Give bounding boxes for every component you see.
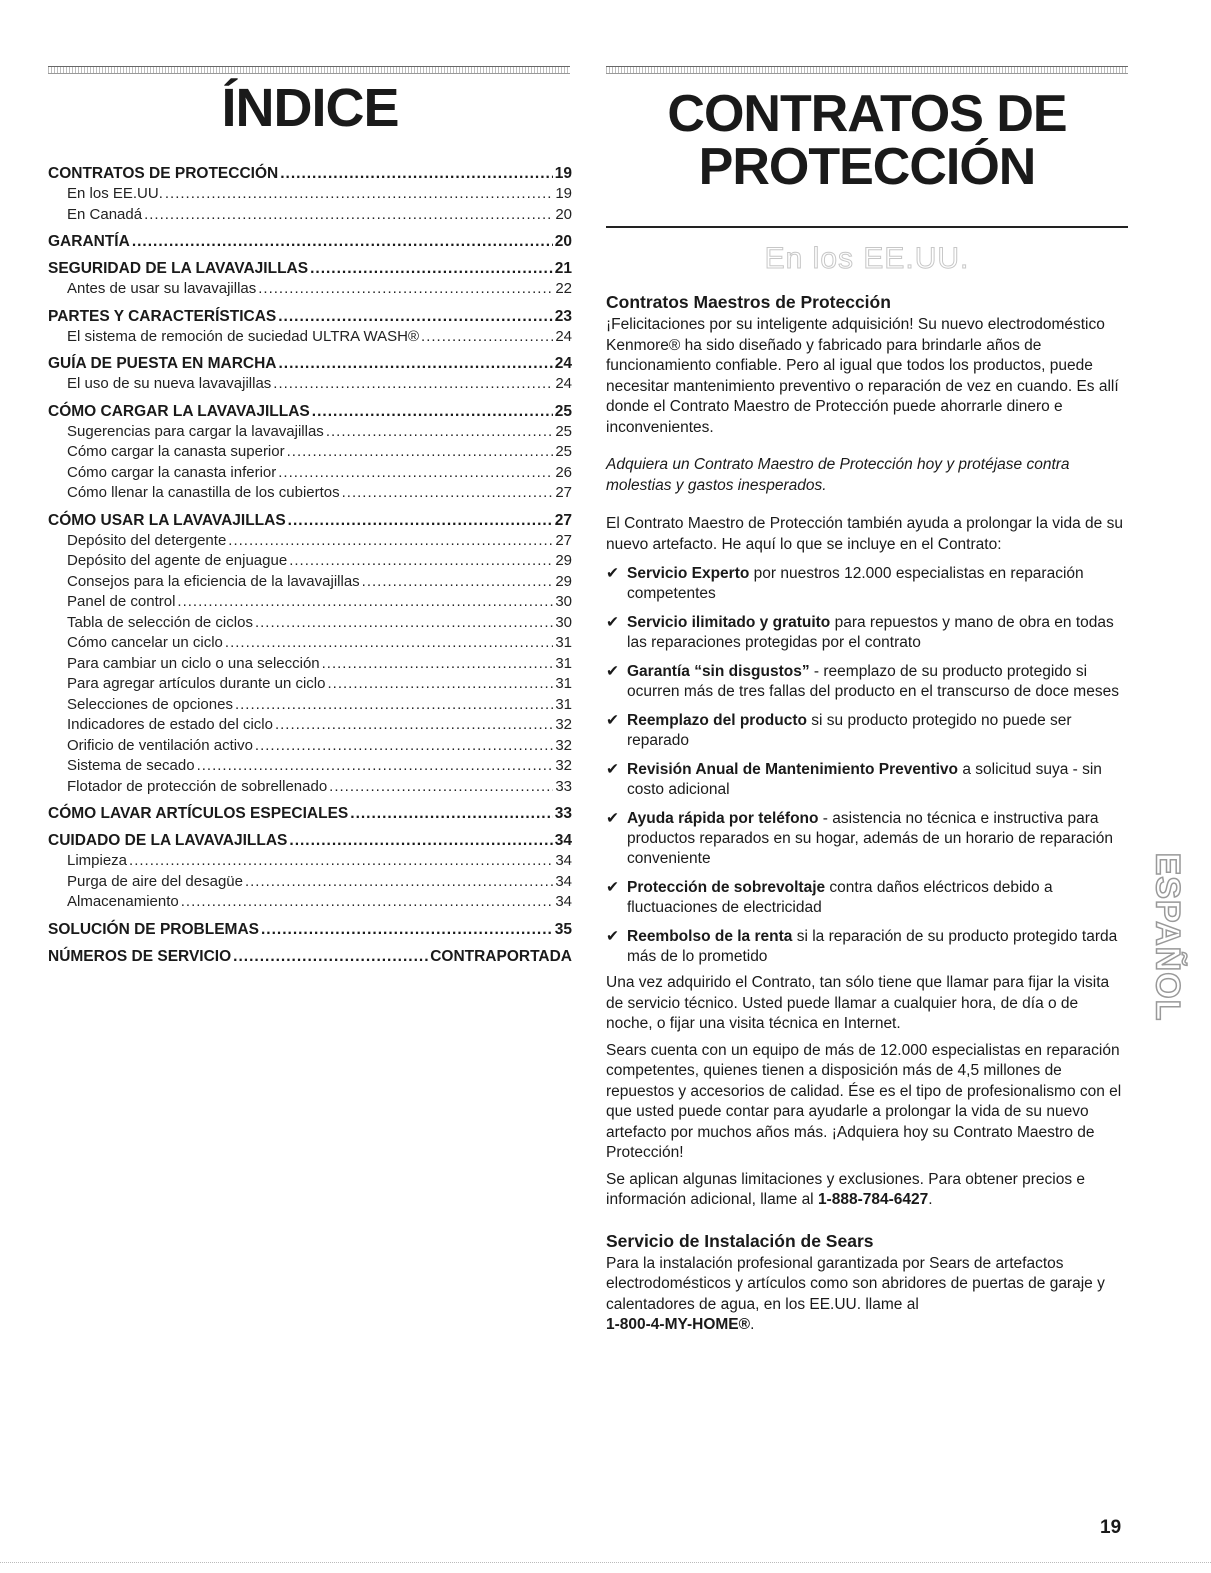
toc-entry-label: NÚMEROS DE SERVICIO [48,947,232,965]
toc-entry-page: 19 [555,185,572,202]
toc-entry-page: 24 [554,355,572,372]
toc-leader-dots [177,592,553,613]
toc-entry-page: 33 [555,777,572,795]
toc-entry [48,354,572,374]
toc-entry [48,756,572,777]
toc-entry-page: 34 [555,872,572,890]
toc-entry-page: 29 [555,572,572,590]
toc-leader-dots [278,463,553,484]
benefit-item [606,711,1128,751]
toc-leader-dots [225,633,553,654]
region-subtitle: En los EE.UU. [764,242,970,275]
benefit-title: Servicio ilimitado y gratuito [627,614,831,631]
toc-entry [48,374,572,395]
toc-entry-page: 34 [555,893,572,910]
toc-leader-dots [289,551,553,572]
toc-entry-label: Panel de control [67,593,176,610]
toc-entry-label: Sistema de secado [67,757,195,774]
toc-entry-label: Purga de aire del desagüe [67,872,243,890]
benefit-description: si la reparación de su producto protegido tarda más de lo prometido [627,928,1118,965]
toc-leader-dots [288,511,553,531]
toc-entry [48,674,572,695]
toc-entry-page: 25 [554,402,572,420]
toc-entry [48,232,572,252]
checkmark-icon: ✔ [606,565,619,582]
toc-entry-page: 23 [554,307,572,325]
toc-entry-page: 32 [555,736,572,754]
toc-entry-label: CÓMO USAR LA LAVAVAJILLAS [48,511,286,529]
contracts-column [606,60,1128,1336]
toc-leader-dots [258,279,553,300]
period: . [928,1191,933,1208]
toc-entry [48,695,572,716]
contracts-title [606,85,1128,196]
checkmark-icon: ✔ [606,761,619,778]
toc-entry-label: Cómo llenar la canastilla de los cubiertos [67,484,340,501]
toc-entry [48,715,572,736]
toc-entry-page: 27 [554,511,572,529]
toc-leader-dots [255,736,553,757]
benefit-title: Reembolso de la renta [627,928,793,945]
toc-entry [48,551,572,572]
toc-entry [48,851,572,872]
toc-entry-page: 24 [555,375,572,392]
toc-entry-page: 34 [555,852,572,869]
benefit-description: - asistencia no técnica e instructiva para productos reparados en su hogar, además de un horario de reparación conveniente [627,810,1113,867]
toc-entry-page: CONTRAPORTADA [430,947,572,965]
toc-entry-page: 30 [555,593,572,610]
toc-entry-page: 31 [555,675,572,692]
toc-entry-label: Para cambiar un ciclo o una selección [67,654,320,672]
toc-entry-page: 31 [555,634,572,651]
benefits-list [606,564,1128,967]
toc-entry [48,804,572,824]
toc-entry-label: Flotador de protección de sobrellenado [67,777,328,795]
checkmark-icon: ✔ [606,810,619,827]
toc-entry-label: Para agregar artículos durante un ciclo [67,675,326,692]
phone-number-contracts: 1-888-784-6427 [817,1191,929,1208]
toc-leader-dots [129,851,553,872]
benefit-item [606,809,1128,869]
toc-leader-dots [275,715,553,736]
table-of-contents [48,164,572,967]
toc-leader-dots [235,695,553,716]
toc-entry-label: CÓMO LAVAR ARTÍCULOS ESPECIALES [48,805,349,822]
toc-leader-dots [280,164,553,184]
bottom-rule [0,1562,1211,1563]
toc-entry [48,531,572,552]
language-side-tab [1148,818,1187,1056]
benefit-item [606,662,1128,702]
language-side-tab-label: ESPAÑOL [1148,852,1187,1022]
benefit-item [606,564,1128,604]
toc-entry [48,777,572,798]
toc-entry-page: 32 [555,757,572,774]
benefit-description: si su producto protegido no puede ser reparado [627,712,1072,749]
toc-entry [48,402,572,422]
toc-entry-page: 26 [555,463,572,481]
contracts-title-line2: PROTECCIÓN [698,138,1036,196]
toc-entry-label: El sistema de remoción de suciedad ULTRA WASH® [67,327,420,345]
index-column [48,60,572,967]
checkmark-icon: ✔ [606,663,619,680]
toc-entry-label: Cómo cargar la canasta inferior [67,463,277,481]
toc-leader-dots [228,531,553,552]
toc-leader-dots [326,422,554,443]
maestros-heading: Contratos Maestros de Protección [606,292,891,312]
installation-text: Para la instalación profesional garantizada por Sears de artefactos electrodomésticos y artículos como son abridores de puertas de garaje y calentadores de agua, en los EE.UU. llame al [606,1254,1105,1313]
benefit-description: para repuestos y mano de obra en todas las reparaciones protegidas por el contrato [627,614,1114,651]
toc-entry-label: CÓMO CARGAR LA LAVAVAJILLAS [48,402,310,420]
index-title: ÍNDICE [221,78,399,138]
toc-entry-label: Depósito del detergente [67,531,227,549]
benefit-title: Reemplazo del producto [627,712,807,729]
toc-entry-label: SEGURIDAD DE LA LAVAVAJILLAS [48,260,309,277]
toc-entry-page: 31 [555,695,572,713]
toc-leader-dots [181,892,554,913]
page-number: 19 [1100,1517,1122,1538]
benefit-title: Protección de sobrevoltaje [627,879,826,896]
toc-entry-page: 25 [555,422,572,440]
includes-paragraph: El Contrato Maestro de Protección también ayuda a prolongar la vida de su nuevo artefacto. He aquí lo que se incluye en el Contrato: [606,515,1123,553]
toc-entry-page: 31 [555,654,572,672]
toc-leader-dots [255,613,553,634]
toc-leader-dots [245,872,553,893]
toc-leader-dots [261,920,553,940]
contracts-title-line1: CONTRATOS DE [667,85,1067,143]
sears-paragraph: Sears cuenta con un equipo de más de 12.000 especialistas en reparación competentes, quienes tienen a disposición más de 4,5 millones de repuestos y accesorios de calidad. Ése es el tipo de profesionalismo con el que usted puede contar para ayudarle a prolongar la vida de su nuevo artefacto por muchos años más. ¡Adquiera hoy su Contrato Maestro de Protección! [606,1041,1122,1161]
toc-entry-page: 33 [554,805,572,822]
toc-entry-label: Sugerencias para cargar la lavavajillas [67,422,324,440]
toc-leader-dots [279,354,553,374]
toc-entry [48,947,572,967]
benefit-description: a solicitud suya - sin costo adicional [627,761,1102,798]
toc-entry-page: 27 [555,484,572,501]
phone-number-installation: 1-800-4-MY-HOME® [606,1316,751,1333]
benefit-title: Ayuda rápida por teléfono [627,810,819,827]
toc-entry [48,613,572,634]
toc-leader-dots [144,205,553,226]
toc-entry-page: 27 [555,531,572,549]
toc-entry-label: Consejos para la eficiencia de la lavavajillas [67,572,360,590]
toc-entry-label: Indicadores de estado del ciclo [67,716,273,733]
toc-entry [48,259,572,279]
toc-leader-dots [233,947,428,967]
toc-leader-dots [327,674,553,695]
toc-entry-page: 30 [555,613,572,631]
benefit-title: Servicio Experto [627,565,750,582]
benefit-item [606,613,1128,653]
toc-entry [48,327,572,348]
toc-entry-page: 34 [554,832,572,849]
toc-entry [48,164,572,184]
toc-entry-page: 19 [554,165,572,182]
toc-entry-label: Antes de usar su lavavajillas [67,280,257,297]
toc-entry-page: 22 [555,280,572,297]
checkmark-icon: ✔ [606,712,619,729]
toc-leader-dots [322,654,554,675]
toc-leader-dots [289,831,552,851]
benefit-item [606,927,1128,967]
toc-entry-label: Almacenamiento [67,893,179,910]
toc-entry-page: 21 [554,260,572,277]
toc-entry [48,422,572,443]
toc-entry-label: Cómo cancelar un ciclo [67,634,223,651]
benefit-description: contra daños eléctricos debido a fluctuaciones de electricidad [627,879,1053,916]
toc-entry-label: En los EE.UU. [67,185,163,202]
checkmark-icon: ✔ [606,614,619,631]
benefit-title: Revisión Anual de Mantenimiento Preventivo [627,761,959,778]
period-2: . [750,1316,755,1333]
toc-leader-dots [312,402,553,422]
benefit-item [606,878,1128,918]
toc-entry [48,920,572,940]
toc-entry-label: El uso de su nueva lavavajillas [67,375,272,392]
toc-entry [48,442,572,463]
toc-entry [48,592,572,613]
benefit-description: por nuestros 12.000 especialistas en reparación competentes [627,565,1084,602]
toc-entry [48,872,572,893]
installation-heading: Servicio de Instalación de Sears [606,1230,874,1251]
toc-entry-label: GUÍA DE PUESTA EN MARCHA [48,355,277,372]
toc-leader-dots [342,483,554,504]
toc-entry-page: 20 [555,205,572,223]
section-divider [606,226,1128,228]
benefit-title: Garantía “sin disgustos” [627,663,810,680]
benefit-item [606,760,1128,800]
toc-entry [48,463,572,484]
toc-entry [48,892,572,913]
toc-entry-page: 29 [555,552,572,569]
italic-tagline: Adquiera un Contrato Maestro de Protección hoy y protéjase contra molestias y gastos inesperados. [606,456,1070,494]
toc-entry [48,633,572,654]
toc-entry [48,654,572,675]
toc-entry-label: Selecciones de opciones [67,695,233,713]
toc-entry-label: Limpieza [67,852,128,869]
toc-entry [48,279,572,300]
toc-leader-dots [197,756,554,777]
toc-leader-dots [329,777,553,798]
limitations-text: Se aplican algunas limitaciones y exclusiones. Para obtener precios e información adicional, llame al [606,1170,1086,1208]
toc-entry-page: 20 [554,233,572,250]
acquired-paragraph: Una vez adquirido el Contrato, tan sólo tiene que llamar para fijar la visita de servicio técnico. Usted puede llamar a cualquier hora, de día o de noche, o fijar una visita técnica en Internet. [606,974,1110,1032]
toc-entry-label: PARTES Y CARACTERÍSTICAS [48,307,277,325]
checkmark-icon: ✔ [606,879,619,896]
toc-leader-dots [362,572,554,593]
toc-leader-dots [132,232,553,252]
toc-leader-dots [310,259,553,279]
toc-entry-page: 35 [554,920,572,938]
installation-paragraph [606,1254,1128,1336]
toc-entry [48,736,572,757]
toc-entry-label: Cómo cargar la canasta superior [67,443,285,460]
benefit-description: - reemplazo de su producto protegido si ocurren más de tres fallas del producto en el transcurso de doce meses [627,663,1119,700]
toc-entry-label: GARANTÍA [48,233,130,250]
toc-entry [48,205,572,226]
toc-leader-dots [350,804,552,824]
toc-leader-dots [278,307,553,327]
toc-entry-label: Tabla de selección de ciclos [67,613,253,631]
toc-entry-label: CONTRATOS DE PROTECCIÓN [48,165,279,182]
toc-leader-dots [421,327,553,348]
checkmark-icon: ✔ [606,928,619,945]
toc-leader-dots [273,374,553,395]
toc-entry [48,831,572,851]
toc-entry [48,483,572,504]
toc-entry-label: CUIDADO DE LA LAVAVAJILLAS [48,832,288,849]
toc-entry-page: 24 [555,327,572,345]
toc-entry [48,572,572,593]
toc-entry [48,184,572,205]
toc-entry-label: Depósito del agente de enjuague [67,552,288,569]
intro-paragraph: ¡Felicitaciones por su inteligente adquisición! Su nuevo electrodoméstico Kenmore® ha sido diseñado y fabricado para brindarle años de funcionamiento confiable. Pero al igual que todos los productos, puede necesitar mantenimiento preventivo o reparación de vez en cuando. Es allí donde el Contrato Maestro de Protección puede ahorrarle dinero e inconvenientes. [606,316,1119,436]
toc-entry [48,511,572,531]
toc-leader-dots [165,184,553,205]
toc-leader-dots [287,442,554,463]
toc-entry-label: SOLUCIÓN DE PROBLEMAS [48,920,259,938]
toc-entry [48,307,572,327]
toc-entry-page: 32 [555,716,572,733]
limitations-paragraph [606,1170,1128,1211]
toc-entry-label: Orificio de ventilación activo [67,736,253,754]
toc-entry-page: 25 [555,443,572,460]
toc-entry-label: En Canadá [67,205,143,223]
